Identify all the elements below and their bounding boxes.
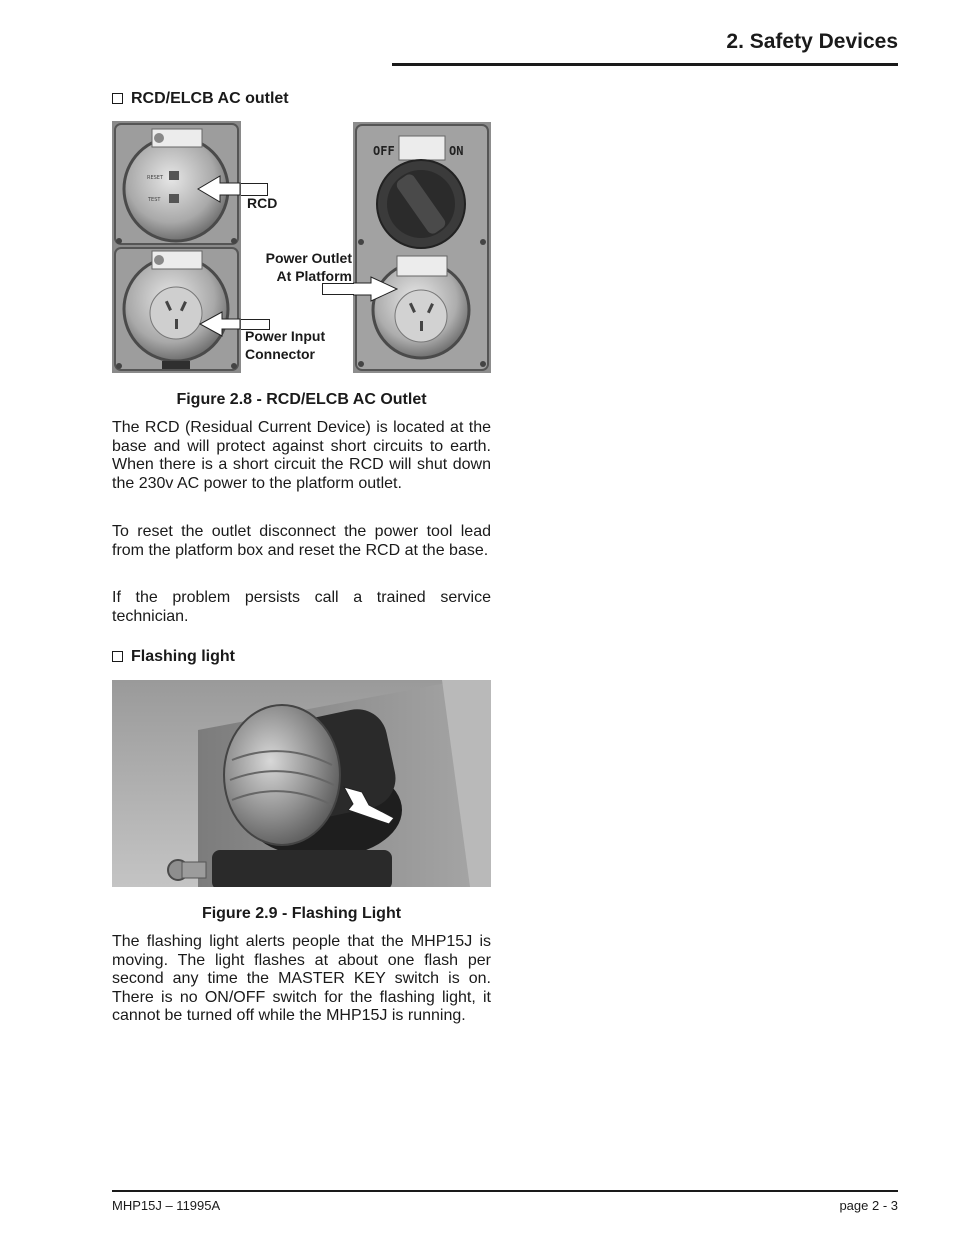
switch-on-label: ON [449,144,464,158]
checkbox-bullet-icon [112,651,123,662]
flashing-light-section-heading [112,648,235,666]
power-input-callout-line-1: Power Input [245,328,326,344]
switch-off-label: OFF [373,144,395,158]
test-plate-label: TEST [148,197,161,203]
rcd-section-heading [112,90,289,108]
power-outlet-callout [259,249,352,285]
flashing-light-photo [112,680,491,887]
power-input-callout [245,327,325,363]
rcd-paragraph-3: If the problem persists call a trained service technician. [112,589,491,625]
rcd-heading-text: RCD/ELCB AC outlet [131,90,289,107]
flashing-light-illustration [112,680,491,887]
footer-document-id: MHP15J – 11995A [112,1198,221,1213]
reset-plate-label: RESET [147,175,164,181]
figure-2-9-caption: Figure 2.9 - Flashing Light [201,905,402,922]
power-input-callout-line-2: Connector [245,346,315,362]
flashing-light-paragraph: The flashing light alerts people that the MHP15J is moving. The light flashes at about one flash per second any time the MASTER KEY switch is on. There is no ON/OFF switch for the flashing light, it cannot be turned off while the MHP15J is running. [112,933,491,1025]
platform-outlet-illustration [353,122,491,373]
checkbox-bullet-icon [112,93,123,104]
rcd-paragraph-2: To reset the outlet disconnect the power tool lead from the platform box and reset the RCD at the base. [112,523,491,559]
footer-rule [112,1190,898,1192]
header-rule [392,63,898,66]
rcd-callout: RCD [247,195,278,211]
flashing-light-heading-text: Flashing light [131,648,235,665]
rcd-paragraph-1: The RCD (Residual Current Device) is located at the base and will protect against short circuits to earth. When there is a short circuit the RCD will shut down the 230v AC power to the platform outlet. [112,419,491,492]
platform-outlet-photo [353,122,491,373]
power-outlet-callout-line-1: Power Outlet [265,250,352,266]
footer-page-number: page 2 - 3 [839,1198,898,1213]
rcd-outlet-illustration [112,121,241,373]
rcd-outlet-photo [112,121,241,373]
section-title: 2. Safety Devices [726,30,898,53]
power-outlet-callout-line-2: At Platform [276,268,352,284]
figure-2-8-caption: Figure 2.8 - RCD/ELCB AC Outlet [176,391,427,408]
